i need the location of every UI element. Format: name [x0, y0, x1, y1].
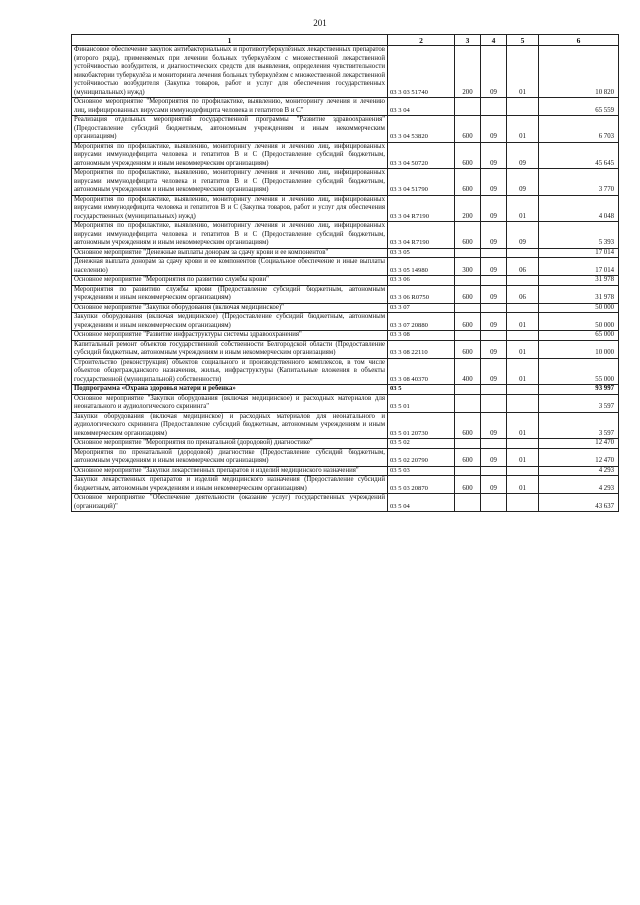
row-col-5: 09: [507, 169, 539, 196]
header-cell: 1: [72, 35, 388, 46]
table-row: [72, 313, 619, 331]
row-code: 03 3 08: [388, 331, 455, 341]
row-amount: 12 470: [539, 439, 619, 449]
row-amount: 93 997: [539, 385, 619, 395]
row-code: 03 5 03: [388, 466, 455, 476]
row-col-5: [507, 466, 539, 476]
table-row: [72, 412, 619, 439]
row-code: 03 3 03 51740: [388, 46, 455, 98]
row-col-3: 600: [455, 285, 481, 303]
table-row: [72, 276, 619, 286]
row-col-4: [481, 248, 507, 258]
table-body: [72, 46, 619, 512]
table-row: [72, 358, 619, 385]
row-description: Основное мероприятие "Закупки оборудования (включая медицинское)": [72, 303, 388, 313]
row-description: Закупки лекарственных препаратов и изделий медицинского назначения (Предоставление субсидий бюджетным, автономным учреждениям и иным некоммерческим организациям): [72, 476, 388, 494]
row-col-5: 01: [507, 412, 539, 439]
row-col-3: 200: [455, 46, 481, 98]
row-col-3: 600: [455, 116, 481, 143]
row-col-3: 400: [455, 358, 481, 385]
row-code: 03 3 08 22110: [388, 340, 455, 358]
row-col-5: [507, 385, 539, 395]
row-col-4: 09: [481, 448, 507, 466]
table-row: [72, 116, 619, 143]
row-col-4: [481, 303, 507, 313]
table-row: [72, 248, 619, 258]
row-col-5: 06: [507, 258, 539, 276]
row-amount: 3 597: [539, 412, 619, 439]
row-col-4: [481, 439, 507, 449]
row-code: 03 3 04 51790: [388, 169, 455, 196]
table-row: [72, 466, 619, 476]
row-code: 03 3 05: [388, 248, 455, 258]
row-code: 03 3 04 R7190: [388, 222, 455, 249]
row-amount: 10 820: [539, 46, 619, 98]
row-description: Мероприятия по профилактике, выявлению, мониторингу лечения и лечению лиц, инфицированных вирусами иммунодефицита человека и гепатитов В и С (Предоставление субсидий бюджетным, автономным учреждениям и иным некоммерческим организациям): [72, 169, 388, 196]
row-col-3: 600: [455, 142, 481, 169]
row-code: 03 5 04: [388, 494, 455, 512]
table-row: [72, 285, 619, 303]
row-col-5: 01: [507, 116, 539, 143]
row-description: Строительство (реконструкция) объектов социального и производственного комплексов, в том числе объектов общегражданского назначения, жилья, инфраструктуры (Капитальные вложения в объекты государственной (муниципальной) собственности): [72, 358, 388, 385]
row-amount: 3 597: [539, 394, 619, 412]
row-col-3: [455, 276, 481, 286]
row-amount: 17 014: [539, 248, 619, 258]
row-description: Основное мероприятие "Мероприятия по развитию службы крови": [72, 276, 388, 286]
row-col-3: [455, 466, 481, 476]
row-code: 03 5 01: [388, 394, 455, 412]
row-amount: 65 559: [539, 98, 619, 116]
row-code: 03 3 04 53820: [388, 116, 455, 143]
row-col-5: 06: [507, 285, 539, 303]
row-col-4: 09: [481, 358, 507, 385]
row-amount: 4 048: [539, 195, 619, 222]
row-col-3: [455, 394, 481, 412]
row-description: Мероприятия по профилактике, выявлению, мониторингу лечения и лечению лиц, инфицированных вирусами иммунодефицита человека и гепатитов В и С (Закупка товаров, работ и услуг для обеспечения государственных (муниципальных) нужд): [72, 195, 388, 222]
row-col-5: [507, 439, 539, 449]
row-col-4: 09: [481, 258, 507, 276]
row-amount: 65 000: [539, 331, 619, 341]
row-code: 03 3 07 20880: [388, 313, 455, 331]
table-row: [72, 439, 619, 449]
row-col-3: 600: [455, 448, 481, 466]
row-col-5: 09: [507, 222, 539, 249]
table-row: [72, 222, 619, 249]
row-col-4: 09: [481, 142, 507, 169]
row-description: Закупки оборудования (включая медицинское) (Предоставление субсидий бюджетным, автономным учреждениям и иным некоммерческим организациям): [72, 313, 388, 331]
row-amount: 5 393: [539, 222, 619, 249]
row-col-3: [455, 331, 481, 341]
row-col-3: 600: [455, 340, 481, 358]
row-col-4: 09: [481, 195, 507, 222]
row-description: Основное мероприятие "Мероприятия по пренатальной (дородовой) диагностике": [72, 439, 388, 449]
row-col-3: 600: [455, 412, 481, 439]
row-code: 03 3 06: [388, 276, 455, 286]
page-number: 201: [313, 18, 327, 28]
row-code: 03 3 07: [388, 303, 455, 313]
row-amount: 50 000: [539, 303, 619, 313]
row-description: Капитальный ремонт объектов государственной собственности Белгородской области (Предоставление субсидий бюджетным, автономным учреждениям и иным некоммерческим организациям): [72, 340, 388, 358]
row-description: Основное мероприятие "Развитие инфраструктуры системы здравоохранения": [72, 331, 388, 341]
table-row: [72, 385, 619, 395]
row-col-3: [455, 303, 481, 313]
row-code: 03 5: [388, 385, 455, 395]
row-description: Мероприятия по профилактике, выявлению, мониторингу лечения и лечению лиц, инфицированных вирусами иммунодефицита человека и гепатитов В и С (Предоставление субсидий бюджетным, автономным учреждениям и иным некоммерческим организациям): [72, 222, 388, 249]
row-col-4: 09: [481, 116, 507, 143]
row-amount: 45 645: [539, 142, 619, 169]
row-col-5: 01: [507, 448, 539, 466]
row-code: 03 3 04: [388, 98, 455, 116]
row-description: Мероприятия по развитию службы крови (Предоставление субсидий бюджетным, автономным учреждениям и иным некоммерческим организациям): [72, 285, 388, 303]
row-col-4: 09: [481, 169, 507, 196]
row-code: 03 5 02: [388, 439, 455, 449]
table-row: [72, 142, 619, 169]
table-row: [72, 46, 619, 98]
row-col-5: [507, 494, 539, 512]
row-col-3: 600: [455, 222, 481, 249]
row-col-4: [481, 276, 507, 286]
row-col-4: [481, 331, 507, 341]
row-col-4: 09: [481, 476, 507, 494]
table-row: [72, 476, 619, 494]
table-row: [72, 394, 619, 412]
row-amount: 6 703: [539, 116, 619, 143]
row-code: 03 3 05 14980: [388, 258, 455, 276]
header-cell: 5: [507, 35, 539, 46]
row-col-5: 01: [507, 195, 539, 222]
header-cell: 4: [481, 35, 507, 46]
row-description: Основное мероприятие "Закупки оборудования (включая медицинское) и расходных материалов для неонатального и аудиологического скрининга": [72, 394, 388, 412]
row-col-5: 09: [507, 142, 539, 169]
row-col-4: [481, 494, 507, 512]
row-col-5: [507, 98, 539, 116]
row-description: Мероприятия по пренатальной (дородовой) диагностике (Предоставление субсидий бюджетным, автономным учреждениям и иным некоммерческим организациям): [72, 448, 388, 466]
row-description: Мероприятия по профилактике, выявлению, мониторингу лечения и лечению лиц, инфицированных вирусами иммунодефицита человека и гепатитов В и С (Предоставление субсидий бюджетным, автономным учреждениям и иным некоммерческим организациям): [72, 142, 388, 169]
row-col-4: 09: [481, 222, 507, 249]
budget-table: [71, 34, 619, 512]
row-col-3: [455, 98, 481, 116]
header-cell: 2: [388, 35, 455, 46]
row-code: 03 5 03 20870: [388, 476, 455, 494]
row-col-3: 300: [455, 258, 481, 276]
row-col-4: [481, 394, 507, 412]
row-col-5: 01: [507, 340, 539, 358]
row-amount: 31 978: [539, 285, 619, 303]
row-amount: 4 293: [539, 476, 619, 494]
table-row: [72, 98, 619, 116]
row-amount: 3 770: [539, 169, 619, 196]
table-row: [72, 258, 619, 276]
row-description: Основное мероприятие "Мероприятия по профилактике, выявлению, мониторингу лечения и лечению лиц, инфицированных вирусами иммунодефицита человека и гепатитов В и С": [72, 98, 388, 116]
table-row: [72, 303, 619, 313]
row-col-3: 600: [455, 313, 481, 331]
row-col-4: 09: [481, 412, 507, 439]
row-col-3: [455, 439, 481, 449]
table-row: [72, 448, 619, 466]
row-code: 03 3 04 R7190: [388, 195, 455, 222]
row-amount: 55 000: [539, 358, 619, 385]
header-cell: 6: [539, 35, 619, 46]
row-col-4: 09: [481, 46, 507, 98]
row-col-5: 01: [507, 313, 539, 331]
row-code: 03 5 01 20730: [388, 412, 455, 439]
row-description: Основное мероприятие "Обеспечение деятельности (оказание услуг) государственных учреждений (организаций)": [72, 494, 388, 512]
row-code: 03 5 02 20790: [388, 448, 455, 466]
table-row: [72, 195, 619, 222]
row-col-5: [507, 394, 539, 412]
table-header-row: [72, 35, 619, 46]
table-row: [72, 331, 619, 341]
row-col-3: 200: [455, 195, 481, 222]
row-col-5: [507, 303, 539, 313]
table-row: [72, 169, 619, 196]
row-description: Денежная выплата донорам за сдачу крови и ее компонентов (Социальное обеспечение и иные выплаты населению): [72, 258, 388, 276]
table-row: [72, 340, 619, 358]
row-col-4: 09: [481, 313, 507, 331]
row-description: Основное мероприятие "Закупки лекарственных препаратов и изделий медицинского назначения": [72, 466, 388, 476]
row-description: Подпрограмма «Охрана здоровья матери и ребенка»: [72, 385, 388, 395]
row-amount: 50 000: [539, 313, 619, 331]
row-col-5: 01: [507, 476, 539, 494]
row-code: 03 3 08 40370: [388, 358, 455, 385]
row-col-3: 600: [455, 476, 481, 494]
row-col-5: [507, 248, 539, 258]
row-col-4: [481, 385, 507, 395]
row-amount: 43 637: [539, 494, 619, 512]
row-description: Финансовое обеспечение закупок антибактериальных и противотуберкулёзных лекарственных препаратов (второго ряда), применяемых при лечении больных туберкулёзом с множественной лекарственной устойчивостью возбудителя, и диагностических средств для выявления, определения чувствительности микобактерии туберкулёза и мониторинга лечения больных туберкулёзом с множественной лекарственной устойчивостью возбудителя (Закупка товаров, работ и услуг для обеспечения государственных (муниципальных) нужд): [72, 46, 388, 98]
row-col-5: 01: [507, 46, 539, 98]
row-amount: 4 293: [539, 466, 619, 476]
row-col-4: 09: [481, 285, 507, 303]
row-col-3: [455, 248, 481, 258]
header-cell: 3: [455, 35, 481, 46]
row-col-4: [481, 466, 507, 476]
row-description: Реализация отдельных мероприятий государственной программы "Развитие здравоохранения" (Предоставление субсидий бюджетным, автономным учреждениям и иным некоммерческим организациям): [72, 116, 388, 143]
row-code: 03 3 04 50720: [388, 142, 455, 169]
row-col-5: [507, 276, 539, 286]
row-col-3: [455, 494, 481, 512]
row-description: Основное мероприятие "Денежные выплаты донорам за сдачу крови и ее компонентов": [72, 248, 388, 258]
row-col-5: 01: [507, 358, 539, 385]
row-col-5: [507, 331, 539, 341]
row-amount: 12 470: [539, 448, 619, 466]
row-code: 03 3 06 R0750: [388, 285, 455, 303]
row-amount: 10 000: [539, 340, 619, 358]
row-col-3: [455, 385, 481, 395]
row-amount: 17 014: [539, 258, 619, 276]
table-row: [72, 494, 619, 512]
row-amount: 31 978: [539, 276, 619, 286]
row-col-3: 600: [455, 169, 481, 196]
row-col-4: 09: [481, 340, 507, 358]
row-description: Закупки оборудования (включая медицинское) и расходных материалов для неонатального и аудиологического скрининга (Предоставление субсидий бюджетным, автономным учреждениям и иным некоммерческим организациям): [72, 412, 388, 439]
row-col-4: [481, 98, 507, 116]
